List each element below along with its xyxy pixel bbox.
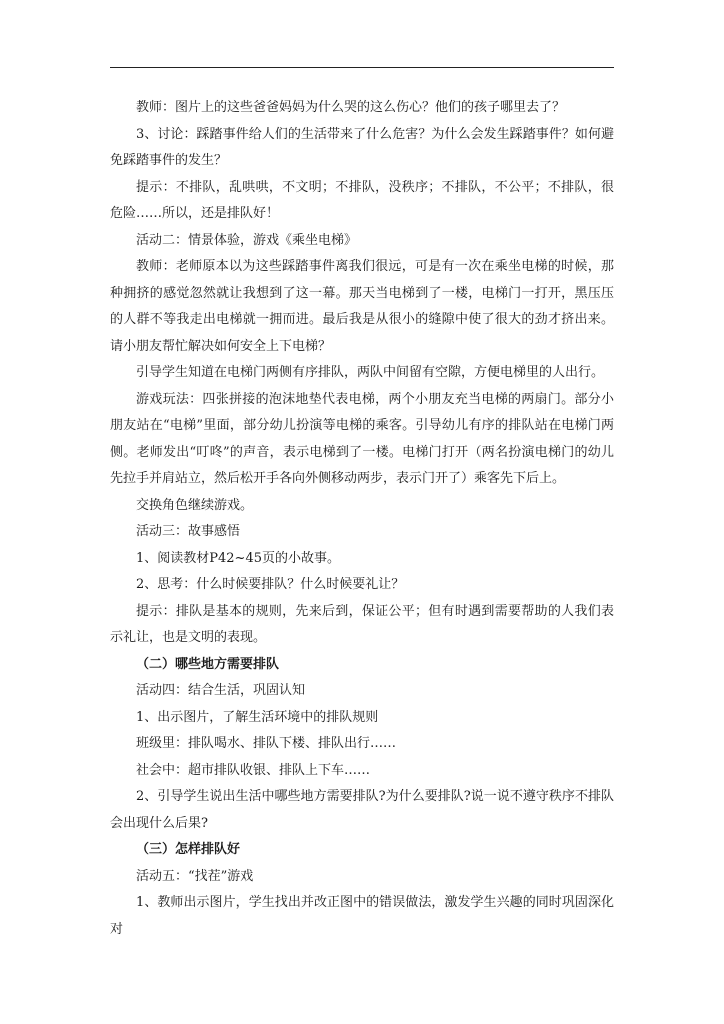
paragraph: 社会中：超市排队收银、排队上下车…… [136, 762, 371, 778]
paragraph: 交换角色继续游戏。 [136, 497, 254, 513]
paragraph: 3、讨论：踩踏事件给人们的生活带来了什么危害？为什么会发生踩踏事件？如何避免踩踏事件的发生？ [110, 126, 614, 168]
paragraph: 教师：图片上的这些爸爸妈妈为什么哭的这么伤心？他们的孩子哪里去了？ [136, 100, 566, 115]
paragraph: 1、教师出示图片，学生找出并改正图中的错误做法，激发学生兴趣的同时巩固深化对 [110, 895, 614, 937]
paragraph: 游戏玩法：四张拼接的泡沫地垫代表电梯，两个小朋友充当电梯的两扇门。部分小朋友站在“电梯”里面，部分幼儿扮演等电梯的乘客。引导幼儿有序的排队站在电梯门两侧。老师发出“叮咚”的声音，表示电梯到了一楼。电梯门打开（两名扮演电梯门的幼儿先拉手并肩站立，然后松开手各向外侧移动两步，表示门开了）乘客先下后上。 [110, 391, 614, 486]
paragraph: 提示：排队是基本的规则，先来后到，保证公平；但有时遇到需要帮助的人我们表示礼让，也是文明的表现。 [110, 603, 614, 645]
paragraph: 班级里：排队喝水、排队下楼、排队出行…… [136, 736, 397, 751]
paragraph: 活动三：故事感悟 [136, 524, 241, 539]
paragraph: 活动四：结合生活，巩固认知 [136, 683, 306, 698]
paragraph: 活动二：情景体验，游戏《乘坐电梯》 [136, 232, 358, 248]
paragraph: 活动五：“找茬”游戏 [136, 868, 254, 884]
paragraph: 提示：不排队，乱哄哄，不文明；不排队，没秩序；不排队，不公平；不排队，很危险……所以，还是排队好！ [110, 179, 614, 221]
header-rule [110, 67, 614, 68]
paragraph: 教师：老师原本以为这些踩踏事件离我们很远，可是有一次在乘坐电梯的时候，那种拥挤的感觉忽然就让我想到了这一幕。那天当电梯到了一楼，电梯门一打开，黑压压的人群不等我走出电梯就一拥而进。最后我是从很小的缝隙中使了很大的劲才挤出来。请小朋友帮忙解决如何安全上下电梯？ [110, 259, 614, 354]
paragraph: 1、出示图片，了解生活环境中的排队规则 [136, 709, 379, 725]
paragraph: 2、引导学生说出生活中哪些地方需要排队?为什么要排队?说一说不遵守秩序不排队会出现什么后果? [110, 789, 614, 831]
paragraph: 2、思考：什么时候要排队？什么时候要礼让？ [136, 577, 405, 592]
paragraph: 引导学生知道在电梯门两侧有序排队，两队中间留有空隙，方便电梯里的人出行。 [136, 365, 605, 380]
section-heading: （二）哪些地方需要排队 [136, 656, 280, 672]
section-heading: （三）怎样排队好 [136, 842, 241, 857]
document-body [110, 95, 614, 943]
paragraph: 1、阅读教材P42~45页的小故事。 [136, 550, 340, 566]
